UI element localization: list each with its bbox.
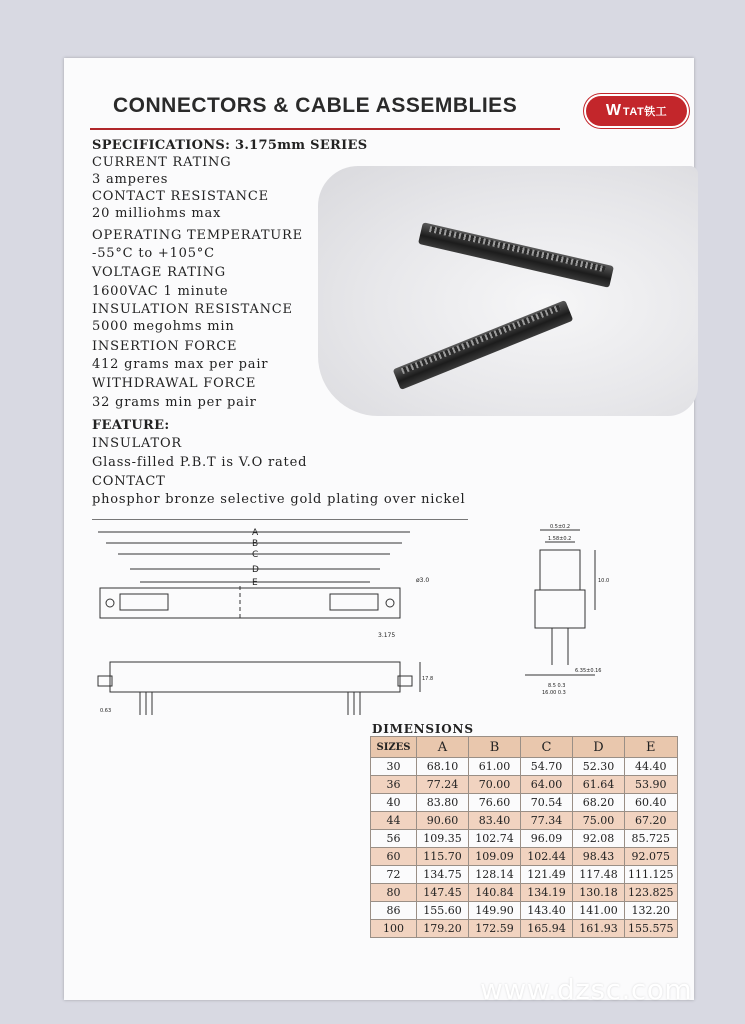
table-cell: 61.00 [469, 758, 521, 776]
spec-value: 412 grams max per pair [92, 357, 269, 372]
column-header: A [417, 737, 469, 758]
side-label: 17.8 [422, 676, 434, 682]
table-cell: 172.59 [469, 920, 521, 938]
feature-label: CONTACT [92, 474, 166, 489]
page-title: CONNECTORS & CABLE ASSEMBLIES [113, 94, 518, 117]
table-cell: 128.14 [469, 866, 521, 884]
dim-label-a: A [252, 528, 259, 538]
table-cell: 80 [371, 884, 417, 902]
table-cell: 111.125 [625, 866, 678, 884]
table-cell: 44.40 [625, 758, 678, 776]
spec-label: OPERATING TEMPERATURE [92, 228, 303, 243]
table-cell: 54.70 [521, 758, 573, 776]
table-cell: 149.90 [469, 902, 521, 920]
table-row [371, 794, 678, 812]
table-cell: 117.48 [573, 866, 625, 884]
table-row [371, 758, 678, 776]
table-row [371, 920, 678, 938]
table-cell: 64.00 [521, 776, 573, 794]
hole-label: ø3.0 [416, 577, 430, 584]
title-rule [90, 128, 560, 130]
spec-label: CONTACT RESISTANCE [92, 189, 269, 204]
spec-value: -55°C to +105°C [92, 246, 215, 261]
spec-value: 32 grams min per pair [92, 395, 257, 410]
table-cell: 70.00 [469, 776, 521, 794]
table-cell: 90.60 [417, 812, 469, 830]
product-photo [318, 166, 698, 416]
spec-label: INSERTION FORCE [92, 339, 238, 354]
table-cell: 68.10 [417, 758, 469, 776]
table-header-row [371, 737, 678, 758]
table-row [371, 848, 678, 866]
table-cell: 143.40 [521, 902, 573, 920]
side-label: 10.0 [598, 578, 610, 584]
table-cell: 86 [371, 902, 417, 920]
pin-note: 8.5 0.3 [548, 683, 566, 689]
table-cell: 76.60 [469, 794, 521, 812]
feature-heading: FEATURE: [92, 418, 170, 433]
table-cell: 70.54 [521, 794, 573, 812]
table-cell: 77.34 [521, 812, 573, 830]
table-row [371, 884, 678, 902]
table-cell: 96.09 [521, 830, 573, 848]
spec-label: INSULATION RESISTANCE [92, 302, 293, 317]
side-label: 1.58±0.2 [548, 536, 572, 542]
pin-note: 16.00 0.3 [542, 690, 566, 696]
table-cell: 109.35 [417, 830, 469, 848]
logo-mark: W [605, 102, 621, 119]
table-cell: 98.43 [573, 848, 625, 866]
dim-label-c: C [252, 550, 259, 560]
table-cell: 72 [371, 866, 417, 884]
table-cell: 141.00 [573, 902, 625, 920]
table-cell: 179.20 [417, 920, 469, 938]
table-cell: 83.40 [469, 812, 521, 830]
table-cell: 56 [371, 830, 417, 848]
dimensions-table [370, 736, 678, 938]
table-cell: 53.90 [625, 776, 678, 794]
table-cell: 44 [371, 812, 417, 830]
specifications-heading: SPECIFICATIONS: 3.175mm SERIES [92, 138, 368, 153]
table-cell: 165.94 [521, 920, 573, 938]
table-cell: 60.40 [625, 794, 678, 812]
table-cell: 30 [371, 758, 417, 776]
technical-drawing [90, 520, 630, 720]
table-cell: 85.725 [625, 830, 678, 848]
table-cell: 92.075 [625, 848, 678, 866]
table-row [371, 866, 678, 884]
table-cell: 61.64 [573, 776, 625, 794]
table-cell: 123.825 [625, 884, 678, 902]
spec-value: 3 amperes [92, 172, 169, 187]
table-cell: 40 [371, 794, 417, 812]
dim-label-d: D [252, 565, 259, 575]
table-row [371, 902, 678, 920]
table-cell: 121.49 [521, 866, 573, 884]
watermark: www.dzsc.com [480, 973, 693, 1006]
table-cell: 68.20 [573, 794, 625, 812]
dim-label-e: E [252, 578, 258, 588]
table-cell: 67.20 [625, 812, 678, 830]
table-cell: 134.75 [417, 866, 469, 884]
table-cell: 36 [371, 776, 417, 794]
table-cell: 109.09 [469, 848, 521, 866]
column-header: E [625, 737, 678, 758]
feature-value: Glass-filled P.B.T is V.O rated [92, 455, 308, 470]
side-label: 6.35±0.16 [575, 668, 602, 674]
table-cell: 92.08 [573, 830, 625, 848]
table-cell: 75.00 [573, 812, 625, 830]
table-cell: 100 [371, 920, 417, 938]
feature-value: phosphor bronze selective gold plating over nickel [92, 492, 466, 507]
table-cell: 130.18 [573, 884, 625, 902]
brand-logo [584, 94, 689, 128]
table-row [371, 830, 678, 848]
table-cell: 60 [371, 848, 417, 866]
spec-value: 5000 megohms min [92, 319, 235, 334]
column-header: D [573, 737, 625, 758]
table-cell: 102.74 [469, 830, 521, 848]
table-cell: 77.24 [417, 776, 469, 794]
dimensions-title: DIMENSIONS [372, 722, 474, 736]
table-row [371, 776, 678, 794]
logo-text: TAT铁工 [622, 106, 668, 118]
table-cell: 132.20 [625, 902, 678, 920]
spec-value: 20 milliohms max [92, 206, 222, 221]
table-cell: 83.80 [417, 794, 469, 812]
table-row [371, 812, 678, 830]
connector-image-top [418, 222, 614, 288]
pitch-label: 3.175 [378, 632, 396, 639]
table-cell: 115.70 [417, 848, 469, 866]
dim-label-b: B [252, 539, 259, 549]
column-header: B [469, 737, 521, 758]
table-cell: 147.45 [417, 884, 469, 902]
column-header: SIZES [371, 737, 417, 758]
side-label: 0.63 [100, 708, 112, 714]
spec-label: VOLTAGE RATING [92, 265, 226, 280]
table-cell: 134.19 [521, 884, 573, 902]
spec-label: CURRENT RATING [92, 155, 232, 170]
table-cell: 155.60 [417, 902, 469, 920]
table-cell: 102.44 [521, 848, 573, 866]
spec-label: WITHDRAWAL FORCE [92, 376, 257, 391]
table-cell: 140.84 [469, 884, 521, 902]
feature-label: INSULATOR [92, 436, 182, 451]
table-cell: 52.30 [573, 758, 625, 776]
spec-value: 1600VAC 1 minute [92, 284, 229, 299]
table-cell: 161.93 [573, 920, 625, 938]
column-header: C [521, 737, 573, 758]
side-label: 0.5±0.2 [550, 524, 571, 530]
connector-image-bottom [393, 300, 574, 390]
table-cell: 155.575 [625, 920, 678, 938]
